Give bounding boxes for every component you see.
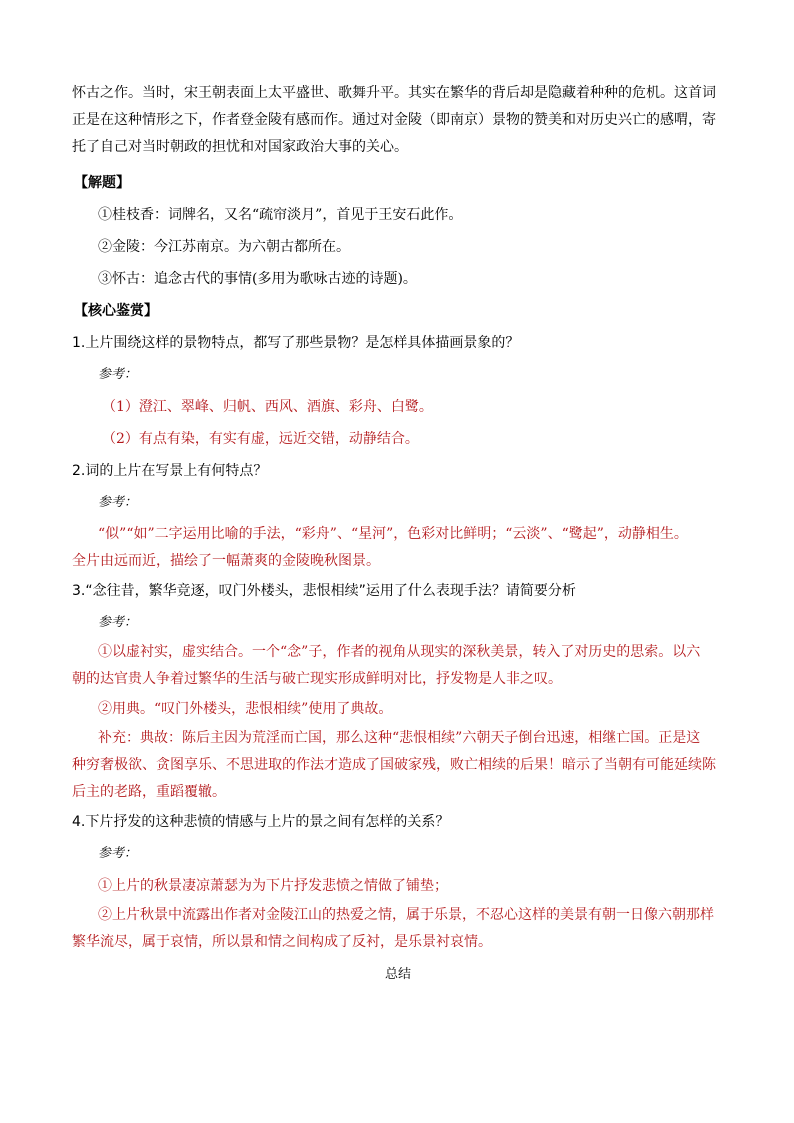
answer-1-item-2: （2）有点有染，有实有虚，远近交错，动静结合。 (102, 431, 419, 447)
intro-paragraph (72, 80, 724, 161)
answer-1-item-1: （1）澄江、翠峰、归帆、西风、酒旗、彩舟、白鹭。 (102, 399, 433, 415)
answer-3-point-1 (72, 639, 724, 693)
jieti-item: ③怀古：追念古代的事情(多用为歌咏古迹的诗题)。 (98, 271, 417, 287)
question-3: 3.“念往昔，繁华竞逐，叹门外楼头，悲恨相续”运用了什么表现手法？请简要分析 (72, 583, 576, 599)
answer-3-line: 补充：典故：陈后主因为荒淫而亡国，那么这种“悲恨相续”六朝天子倒台迅速，相继亡国。正是这 (98, 730, 701, 746)
answer-4-point-1: ①上片的秋景凄凉萧瑟为为下片抒发悲愤之情做了铺垫； (98, 878, 448, 894)
question-4: 4.下片抒发的这种悲愤的情感与上片的景之间有怎样的关系？ (72, 814, 450, 830)
answer-4-line: 繁华流尽，属于哀情，所以景和情之间构成了反衬，是乐景衬哀情。 (72, 934, 492, 950)
intro-line: 正是在这种情形之下，作者登金陵有感而作。通过对金陵（即南京）景物的赞美和对历史兴亡的感喟，寄 (72, 112, 716, 128)
answer-3-line: 后主的老路，重蹈覆辙。 (72, 784, 226, 800)
reference-label: 参考： (98, 846, 138, 861)
answer-3-supplement (72, 725, 724, 806)
summary-heading: 总结 (384, 967, 411, 982)
jieti-item: ①桂枝香：词牌名，又名“疏帘淡月”，首见于王安石此作。 (98, 207, 463, 223)
jieti-section (72, 167, 724, 295)
reference-label: 参考： (98, 615, 138, 630)
intro-line: 怀古之作。当时，宋王朝表面上太平盛世、歌舞升平。其实在繁华的背后却是隐藏着种种的危机。这首词 (72, 85, 716, 101)
answer-2-line: 全片由远而近，描绘了一幅萧爽的金陵晚秋图景。 (72, 553, 380, 569)
answer-3-line: ①以虚衬实，虚实结合。一个“念”子，作者的视角从现实的深秋美景，转入了对历史的思索。以六 (98, 644, 701, 660)
core-heading: 【核心鉴赏】 (74, 303, 158, 319)
answer-3-point-2: ②用典。“叹门外楼头，悲恨相续”使用了典故。 (98, 701, 393, 717)
answer-2 (72, 521, 724, 575)
answer-3-line: 种穷奢极欲、贪图享乐、不思进取的作法才造成了国破家残，败亡相续的后果！暗示了当朝有可能延续陈 (72, 757, 716, 773)
question-1: 1.上片围绕这样的景物特点，都写了那些景物？是怎样具体描画景象的？ (72, 335, 520, 351)
document-page (72, 80, 724, 990)
answer-3-line: 朝的达官贵人争着过繁华的生活与破亡现实形成鲜明对比，抒发物是人非之叹。 (72, 671, 562, 687)
jieti-heading: 【解题】 (74, 175, 130, 191)
reference-label: 参考： (98, 495, 138, 510)
question-2: 2.词的上片在写景上有何特点？ (72, 463, 268, 479)
reference-label: 参考： (98, 367, 138, 382)
answer-4-point-2 (72, 902, 724, 956)
core-section (72, 295, 724, 956)
answer-4-line: ②上片秋景中流露出作者对金陵江山的热爱之情，属于乐景，不忍心这样的美景有朝一日像六朝那样 (98, 907, 714, 923)
answer-2-line: “似”“如”二字运用比喻的手法，“彩舟”、“星河”，色彩对比鲜明；“云淡”、“鹭起”，动静相生。 (98, 526, 688, 542)
jieti-item: ②金陵：今江苏南京。为六朝古都所在。 (98, 239, 350, 255)
intro-line: 托了自己对当时朝政的担忧和对国家政治大事的关心。 (72, 139, 408, 155)
